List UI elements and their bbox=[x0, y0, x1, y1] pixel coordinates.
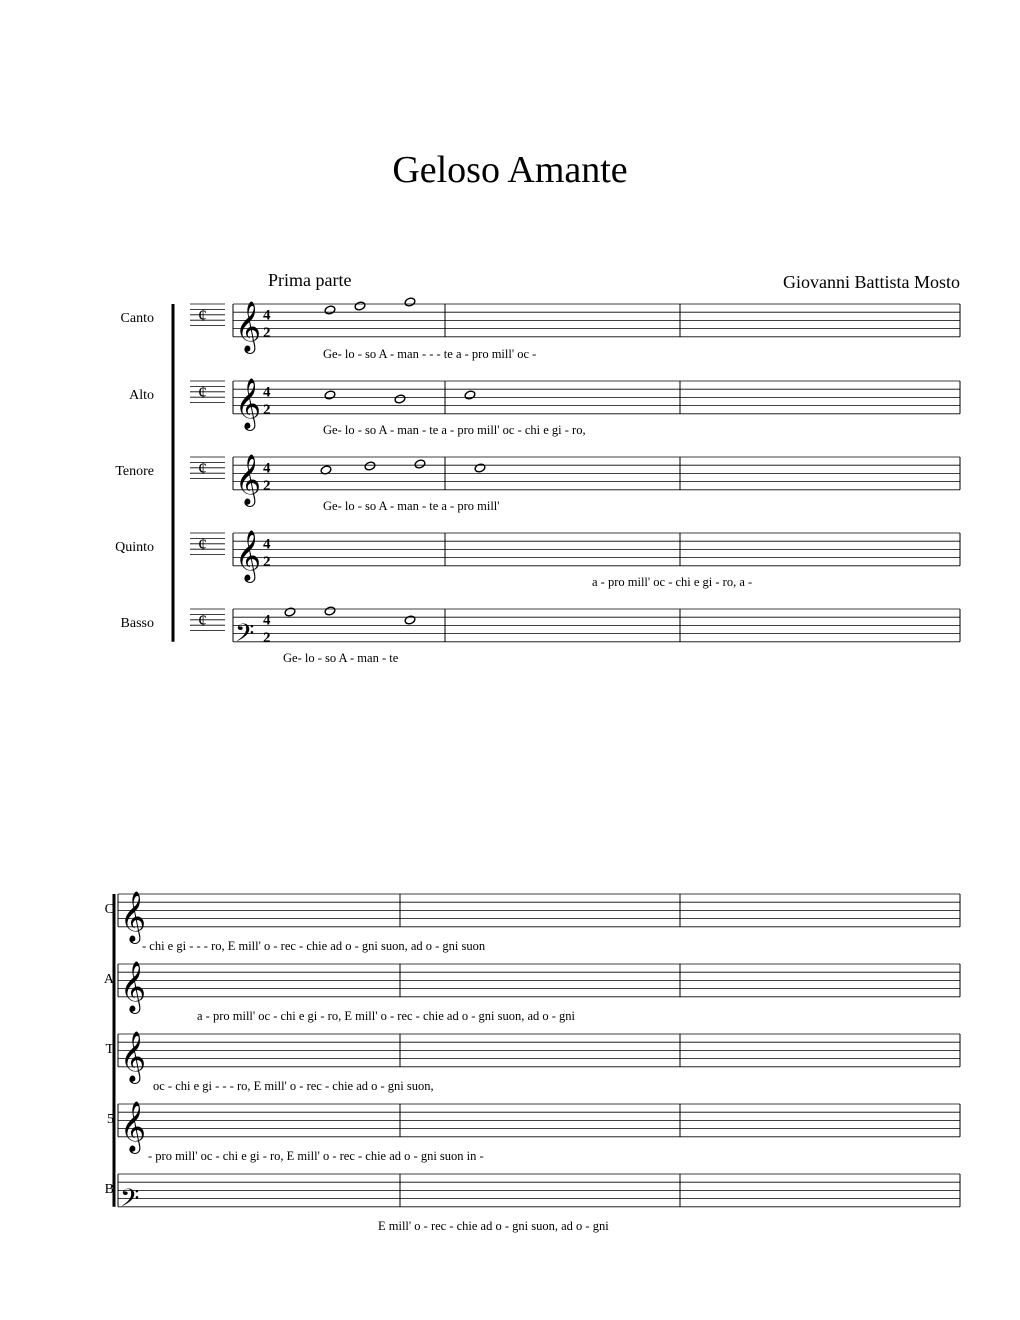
lyric-line-s2-canto: - chi e gi - - - ro, E mill' o - rec - chie ad o - gni suon, ad o - gni suon bbox=[142, 939, 486, 953]
clef-icon: 𝄞 bbox=[120, 890, 147, 942]
voice-short-c: C bbox=[104, 902, 114, 917]
time-signature-top: 4 bbox=[263, 460, 271, 477]
voice-label-canto: Canto bbox=[120, 311, 154, 326]
cut-time-icon: ¢ bbox=[198, 458, 207, 478]
lyric-line-s1-quinto: a - pro mill' oc - chi e gi - ro, a - bbox=[592, 575, 753, 589]
note-head bbox=[464, 390, 476, 400]
voice-short-a: A bbox=[103, 972, 114, 987]
composer-name: Giovanni Battista Mosto bbox=[783, 272, 960, 292]
time-signature-top: 4 bbox=[263, 536, 271, 553]
voice-label-quinto: Quinto bbox=[115, 540, 154, 555]
clef-icon: 𝄞 bbox=[235, 529, 262, 581]
note-head bbox=[354, 301, 366, 311]
clef-icon: 𝄢 bbox=[235, 618, 255, 654]
time-signature-bottom: 2 bbox=[263, 553, 271, 570]
cut-time-icon: ¢ bbox=[198, 382, 207, 402]
note-head bbox=[324, 390, 336, 400]
note-head bbox=[324, 606, 336, 616]
note-head bbox=[404, 615, 416, 625]
lyric-line-s2-tenore: oc - chi e gi - - - ro, E mill' o - rec - chie ad o - gni suon, bbox=[153, 1079, 434, 1093]
note-head bbox=[284, 607, 296, 617]
lyric-line-s2-alto: a - pro mill' oc - chi e gi - ro, E mill' o - rec - chie ad o - gni suon, ad o - gni bbox=[197, 1009, 576, 1023]
lyric-line-s1-canto: Ge- lo - so A - man - - - te a - pro mill' oc - bbox=[323, 347, 537, 361]
clef-icon: 𝄞 bbox=[120, 1100, 147, 1152]
piece-title: Geloso Amante bbox=[392, 149, 628, 191]
voice-label-basso: Basso bbox=[120, 616, 154, 631]
time-signature-bottom: 2 bbox=[263, 477, 271, 494]
clef-icon: 𝄞 bbox=[235, 300, 262, 352]
time-signature-top: 4 bbox=[263, 307, 271, 324]
lyric-line-s1-basso: Ge- lo - so A - man - te bbox=[283, 651, 399, 665]
lyric-line-s2-quinto: - pro mill' oc - chi e gi - ro, E mill' o - rec - chie ad o - gni suon in - bbox=[148, 1149, 484, 1163]
voice-label-alto: Alto bbox=[129, 388, 154, 403]
note-head bbox=[324, 305, 336, 315]
voice-short-t: T bbox=[105, 1042, 114, 1057]
clef-icon: 𝄢 bbox=[120, 1183, 140, 1219]
clef-icon: 𝄞 bbox=[235, 377, 262, 429]
lyric-line-s2-basso: E mill' o - rec - chie ad o - gni suon, ad o - gni bbox=[378, 1219, 609, 1233]
time-signature-bottom: 2 bbox=[263, 324, 271, 341]
voice-label-tenore: Tenore bbox=[115, 464, 154, 479]
note-head bbox=[474, 463, 486, 473]
voice-short-b: B bbox=[104, 1182, 114, 1197]
time-signature-top: 4 bbox=[263, 384, 271, 401]
note-head bbox=[414, 459, 426, 469]
cut-time-icon: ¢ bbox=[198, 534, 207, 554]
section-subtitle: Prima parte bbox=[268, 270, 352, 290]
cut-time-icon: ¢ bbox=[198, 610, 207, 630]
note-head bbox=[394, 394, 406, 404]
cut-time-icon: ¢ bbox=[198, 305, 207, 325]
clef-icon: 𝄞 bbox=[120, 960, 147, 1012]
lyric-line-s1-tenore: Ge- lo - so A - man - te a - pro mill' bbox=[323, 499, 500, 513]
clef-icon: 𝄞 bbox=[120, 1030, 147, 1082]
voice-short-5: 5 bbox=[107, 1112, 114, 1127]
lyric-line-s1-alto: Ge- lo - so A - man - te a - pro mill' oc - chi e gi - ro, bbox=[323, 423, 586, 437]
clef-icon: 𝄞 bbox=[235, 453, 262, 505]
note-head bbox=[404, 297, 416, 307]
time-signature-bottom: 2 bbox=[263, 629, 271, 646]
time-signature-bottom: 2 bbox=[263, 401, 271, 418]
note-head bbox=[364, 461, 376, 471]
time-signature-top: 4 bbox=[263, 612, 271, 629]
